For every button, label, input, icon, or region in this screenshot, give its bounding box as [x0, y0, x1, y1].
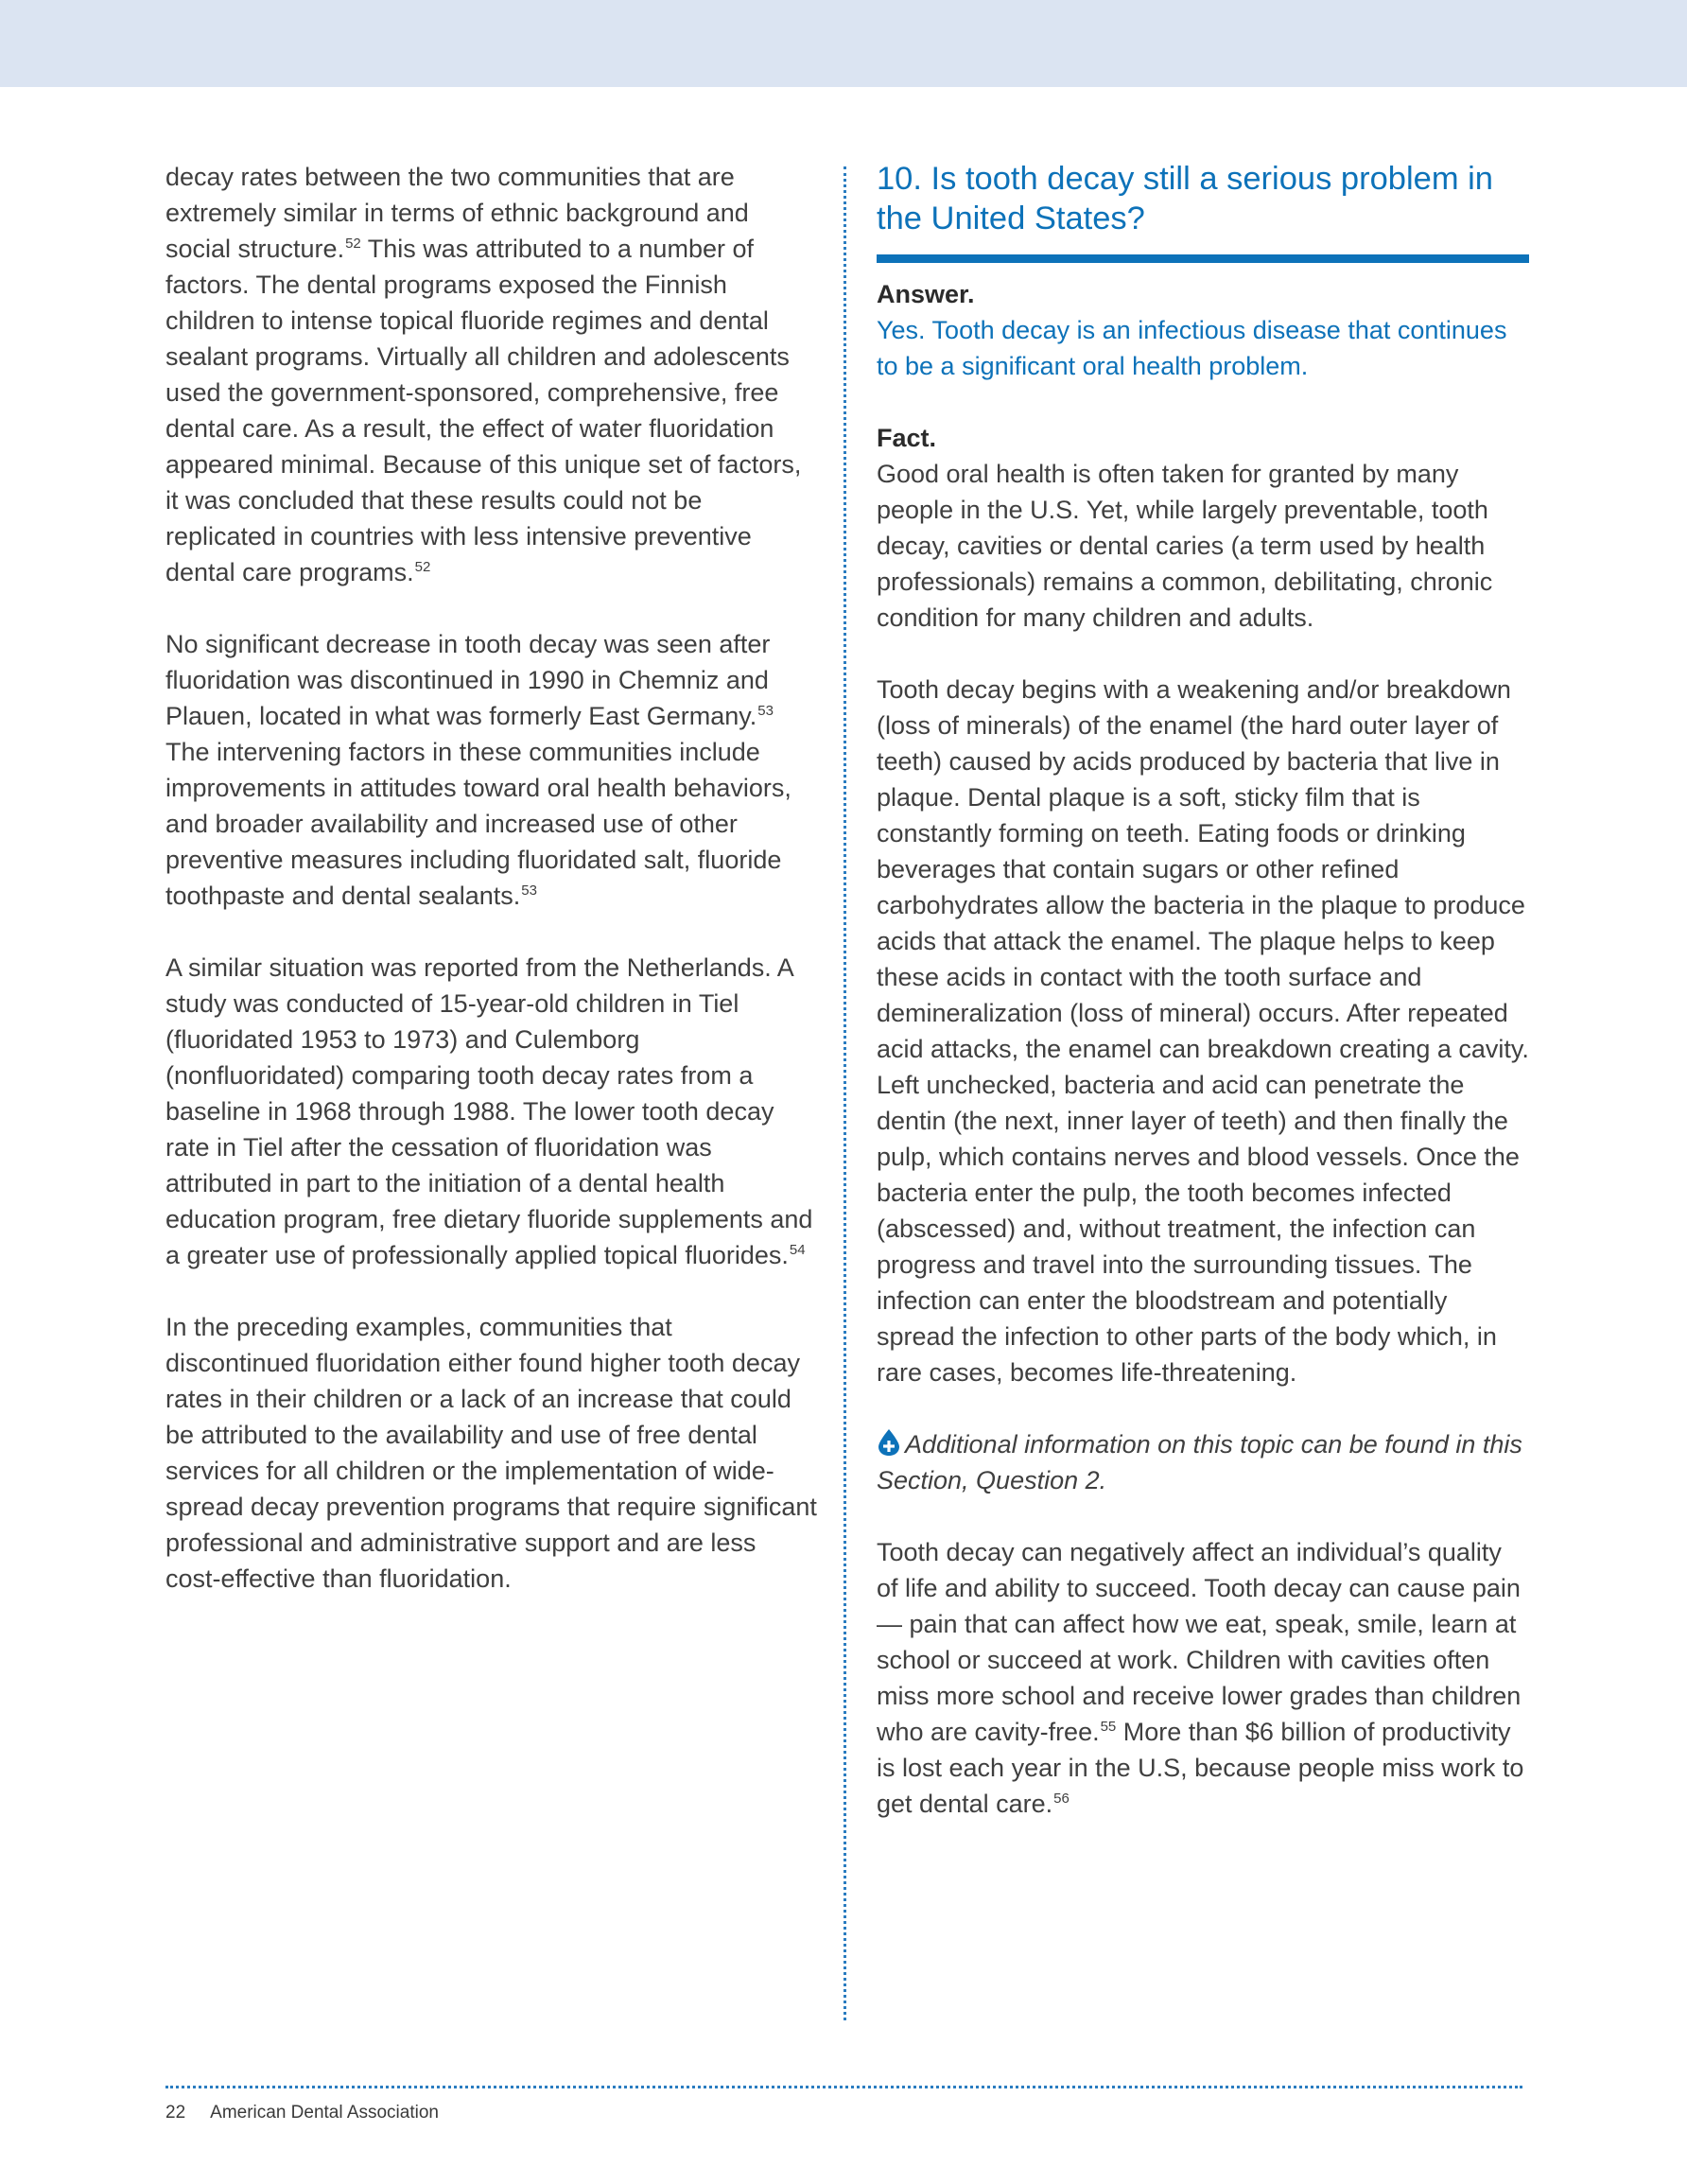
paragraph-text: This was attributed to a number of factors. The dental programs exposed the Finnish children to intense topical fluoride regimes and dental sealant programs. Virtually all children and adolescents used the government-sponsored, comprehensive, free dental care. As a result, the effect of water fluoridation appeared minimal. Because of this unique set of factors, it was concluded that these results could not be replicated in countries with less intensive preventive dental care programs. [165, 235, 802, 586]
fact-paragraph [877, 1534, 1529, 1822]
fact-label: Fact. [877, 424, 937, 452]
column-divider [844, 166, 846, 2020]
paragraph-text: decay rates between the two communities that are extremely similar in terms of ethnic background and social structure. [165, 163, 749, 263]
question-title: 10. Is tooth decay still a serious problem in the United States? [877, 161, 1493, 236]
footnote-ref: 53 [521, 882, 537, 899]
paragraph-text: The intervening factors in these communities include improvements in attitudes toward oral health behaviors, and broader availability and increased use of other preventive measures including fluoridated salt, fluoride toothpaste and dental sealants. [165, 738, 791, 910]
page-footer [165, 2102, 439, 2124]
title-rule [877, 254, 1529, 263]
footnote-ref: 52 [414, 559, 431, 575]
footnote-ref: 55 [1100, 1719, 1117, 1735]
paragraph-text: Tooth decay can negatively affect an individual’s quality of life and ability to succeed. Tooth decay can cause pain — pain that can affect how we eat, speak, smile, learn at school or succeed at work. Children with cavities often miss more school and receive lower grades than children who are cavity-free. [877, 1538, 1522, 1746]
paragraph-text: More than $6 billion of productivity is lost each year in the U.S, because people miss work to get dental care. [877, 1718, 1524, 1818]
paragraph-text: A similar situation was reported from the Netherlands. A study was conducted of 15-year-old children in Tiel (fluoridated 1953 to 1973) and Culemborg (nonfluoridated) comparing tooth decay rates from a baseline in 1968 through 1988. The lower tooth decay rate in Tiel after the cessation of fluoridation was attributed in part to the initiation of a dental health education program, free dietary fluoride supplements and a greater use of professionally applied topical fluorides. [165, 953, 813, 1269]
footnote-ref: 52 [345, 236, 361, 252]
paragraph-text: No significant decrease in tooth decay was seen after fluoridation was discontinued in 1990 in Chemniz and Plauen, located in what was formerly East Germany. [165, 630, 771, 730]
note-text: Additional information on this topic can be found in this Section, Question 2. [877, 1430, 1522, 1494]
footer-rule [165, 2086, 1522, 2088]
publisher-name: American Dental Association [210, 2103, 439, 2123]
answer-label: Answer. [877, 280, 975, 308]
page-number: 22 [165, 2103, 186, 2123]
fact-paragraph: Good oral health is often taken for granted by many people in the U.S. Yet, while largely preventable, tooth decay, cavities or dental caries (a term used by health professionals) remains a common, debilitating, chronic condition for many children and adults. [877, 460, 1493, 632]
cross-reference-note [877, 1426, 1529, 1498]
paragraph [165, 1309, 818, 1597]
answer-text: Yes. Tooth decay is an infectious disease that continues to be a significant oral health problem. [877, 316, 1507, 380]
paragraph-text: In the preceding examples, communities that discontinued fluoridation either found higher tooth decay rates in their children or a lack of an increase that could be attributed to the availability and use of free dental services for all children or the implementation of wide-spread decay prevention programs that require significant professional and administrative support and are less cost-effective than fluoridation. [165, 1313, 817, 1593]
paragraph [165, 626, 818, 914]
paragraph [165, 950, 818, 1273]
left-column [165, 159, 818, 1633]
right-column [877, 159, 1529, 1858]
drop-plus-icon [877, 1428, 901, 1457]
footnote-ref: 54 [789, 1242, 806, 1258]
header-band [0, 0, 1687, 87]
paragraph [165, 159, 818, 590]
fact-paragraph: Tooth decay begins with a weakening and/or breakdown (loss of minerals) of the enamel (the hard outer layer of teeth) caused by acids produced by bacteria that live in plaque. Dental plaque is a soft, sticky film that is constantly forming on teeth. Eating foods or drinking beverages that contain sugars or other refined carbohydrates allow the bacteria in the plaque to produce acids that attack the enamel. The plaque helps to keep these acids in contact with the tooth surface and demineralization (loss of mineral) occurs. After repeated acid attacks, the enamel can breakdown creating a cavity. Left unchecked, bacteria and acid can penetrate the dentin (the next, inner layer of teeth) and then finally the pulp, which contains nerves and blood vessels. Once the bacteria enter the pulp, the tooth becomes infected (abscessed) and, without treatment, the infection can progress and travel into the surrounding tissues. The infection can enter the bloodstream and potentially spread the infection to other parts of the body which, in rare cases, becomes life-threatening. [877, 675, 1529, 1387]
footnote-ref: 53 [757, 703, 774, 719]
footnote-ref: 56 [1053, 1791, 1070, 1807]
